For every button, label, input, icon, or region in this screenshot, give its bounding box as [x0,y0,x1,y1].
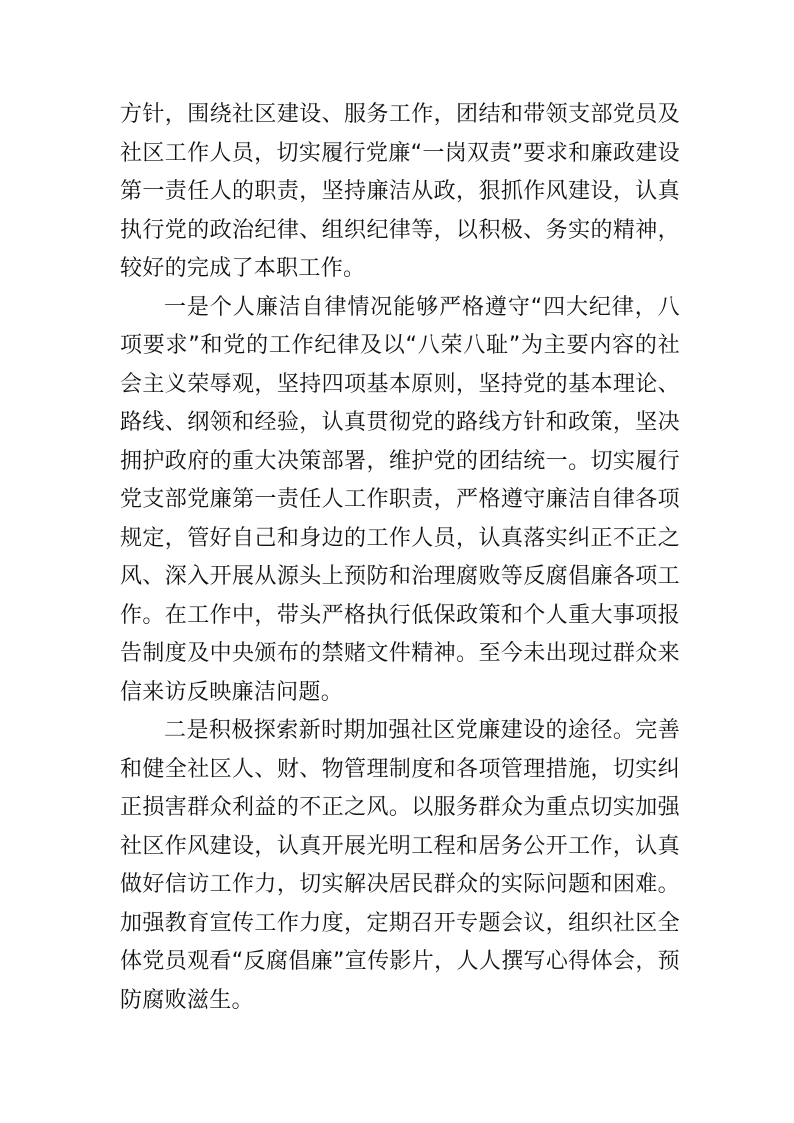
paragraph-community-building: 二是积极探索新时期加强社区党廉建设的途径。完善和健全社区人、财、物管理制度和各项管理措施，切实纠正损害群众利益的不正之风。以服务群众为重点切实加强社区作风建设，认真开展光明工程和居务公开工作，认真做好信访工作力，切实解决居民群众的实际问题和困难。加强教育宣传工作力度，定期召开专题会议，组织社区全体党员观看“反腐倡廉”宣传影片，人人撰写心得体会，预防腐败滋生。 [120,718,680,1013]
paragraph-continuation: 方针，围绕社区建设、服务工作，团结和带领支部党员及社区工作人员，切实履行党廉“一岗双责”要求和廉政建设第一责任人的职责，坚持廉洁从政，狠抓作风建设，认真执行党的政治纪律、组织纪律等，以积极、务实的精神，较好的完成了本职工作。 [120,102,680,281]
body-text [120,96,680,1020]
paragraph-self-discipline: 一是个人廉洁自律情况能够严格遵守“四大纪律，八项要求”和党的工作纪律及以“八荣八耻”为主要内容的社会主义荣辱观，坚持四项基本原则，坚持党的基本理论、路线、纲领和经验，认真贯彻党的路线方针和政策，坚决拥护政府的重大决策部署，维护党的团结统一。切实履行党支部党廉第一责任人工作职责，严格遵守廉洁自律各项规定，管好自己和身边的工作人员，认真落实纠正不正之风、深入开展从源头上预防和治理腐败等反腐倡廉各项工作。在工作中，带头严格执行低保政策和个人重大事项报告制度及中央颁布的禁赌文件精神。至今未出现过群众来信来访反映廉洁问题。 [120,294,680,705]
